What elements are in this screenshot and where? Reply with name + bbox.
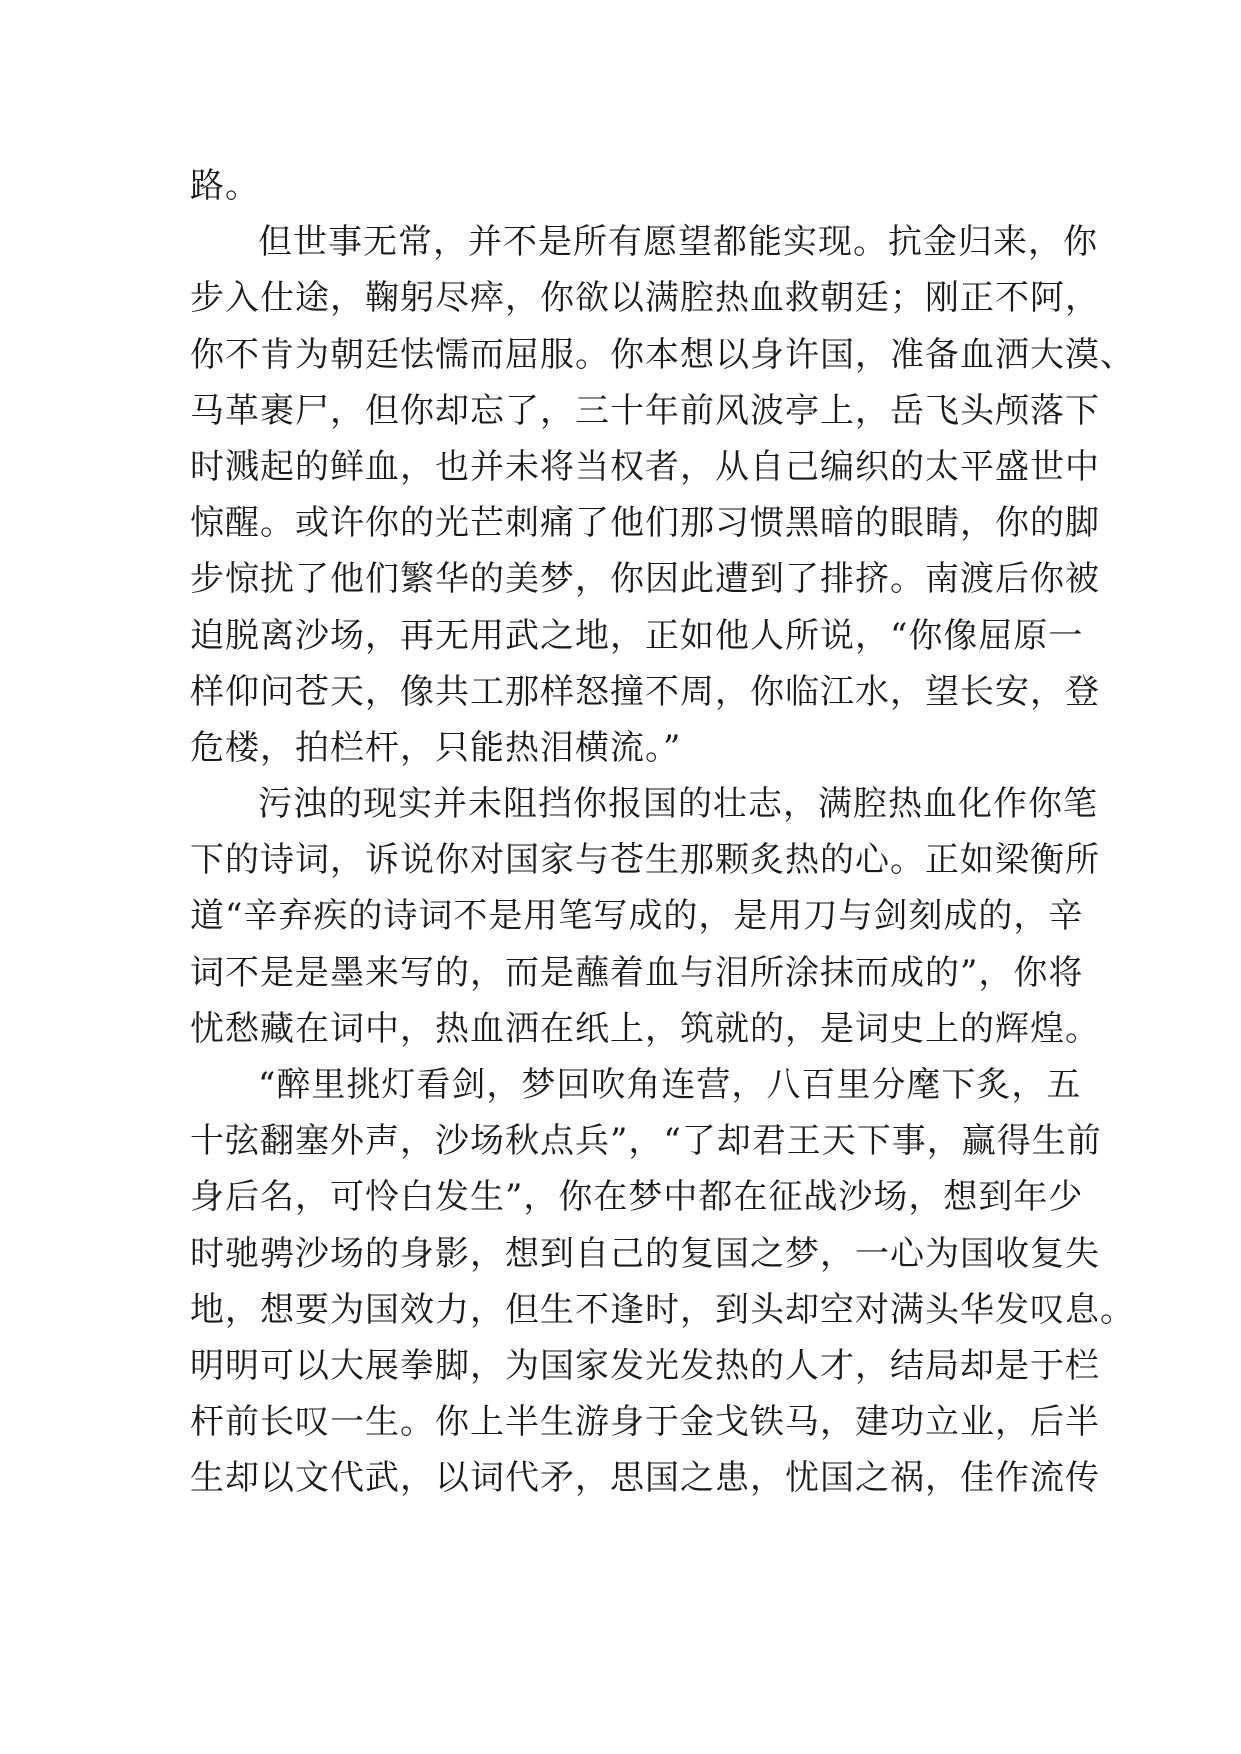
text-line: 忧愁藏在词中，热血洒在纸上，筑就的，是词史上的辉煌。	[190, 1008, 1100, 1049]
text-line: 明明可以大展拳脚，为国家发光发热的人才，结局却是于栏	[190, 1345, 1100, 1386]
text-line: 步入仕途，鞠躬尽瘁，你欲以满腔热血救朝廷；刚正不阿，	[190, 278, 1100, 319]
text-line: 下的诗词，诉说你对国家与苍生那颗炙热的心。正如梁衡所	[190, 840, 1100, 881]
text-line: 样仰问苍天，像共工那样怒撞不周，你临江水，望长安，登	[190, 671, 1100, 712]
text-line: 惊醒。或许你的光芒刺痛了他们那习惯黑暗的眼睛，你的脚	[190, 503, 1100, 544]
text-line: 步惊扰了他们繁华的美梦，你因此遭到了排挤。南渡后你被	[190, 559, 1100, 600]
text-line: 但世事无常，并不是所有愿望都能实现。抗金归来，你	[258, 222, 1098, 263]
text-line: 生却以文代武，以词代矛，思国之患，忧国之祸，佳作流传	[190, 1458, 1100, 1499]
text-line: 路。	[190, 166, 260, 206]
text-line: 危楼，拍栏杆，只能热泪横流。”	[190, 727, 682, 768]
text-line: 马革裹尸，但你却忘了，三十年前风波亭上，岳飞头颅落下	[190, 390, 1100, 431]
essay-body	[190, 158, 1135, 1507]
text-line: 时溅起的鲜血，也并未将当权者，从自己编织的太平盛世中	[190, 446, 1100, 487]
text-line: “醉里挑灯看剑，梦回吹角连营，八百里分麾下炙，五	[258, 1065, 1082, 1105]
text-line: 身后名，可怜白发生”，你在梦中都在征战沙场，想到年少	[190, 1177, 1084, 1218]
text-line: 你不肯为朝廷怯懦而屈服。你本想以身许国，准备血洒大漠、	[190, 334, 1135, 375]
text-line: 污浊的现实并未阻挡你报国的壮志，满腔热血化作你笔	[258, 784, 1098, 825]
text-line: 迫脱离沙场，再无用武之地，正如他人所说，“你像屈原一	[190, 615, 1084, 656]
text-line: 时驰骋沙场的身影，想到自己的复国之梦，一心为国收复失	[190, 1233, 1100, 1274]
text-line: 地，想要为国效力，但生不逢时，到头却空对满头华发叹息。	[190, 1289, 1135, 1330]
text-line: 十弦翻塞外声，沙场秋点兵”，“了却君王天下事，赢得生前	[190, 1121, 1102, 1162]
text-line: 词不是是墨来写的，而是蘸着血与泪所涂抹而成的”，你将	[190, 952, 1084, 993]
text-line: 道“辛弃疾的诗词不是用笔写成的，是用刀与剑刻成的，辛	[190, 896, 1084, 937]
text-line: 杆前长叹一生。你上半生游身于金戈铁马，建功立业，后半	[190, 1402, 1100, 1443]
